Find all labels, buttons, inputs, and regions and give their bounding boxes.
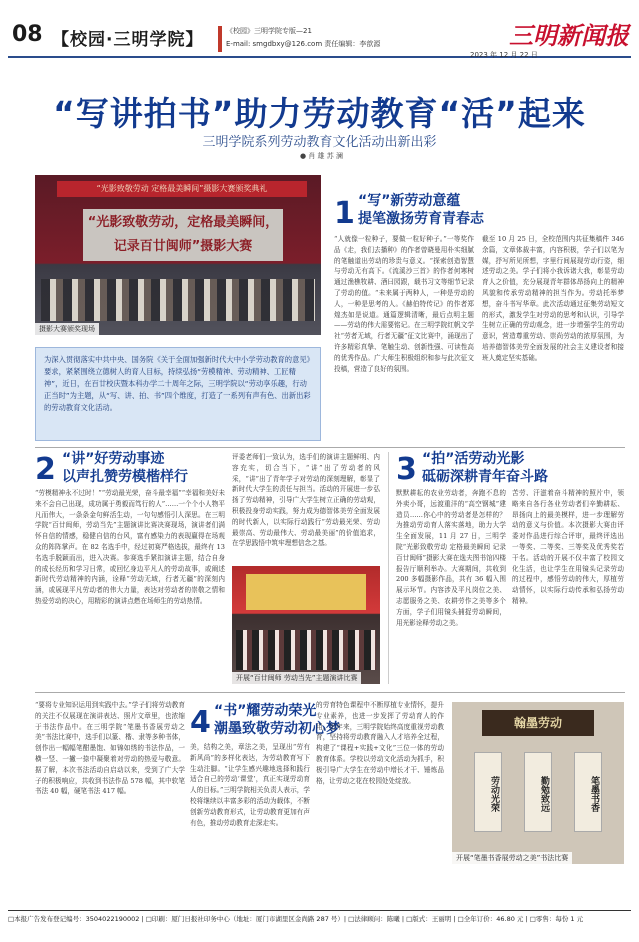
photo-speech-contest: [232, 566, 380, 684]
issue-date: 2023 年 12 月 22 日: [470, 51, 538, 59]
section3-title: [422, 450, 548, 486]
masthead-info-line1: 《校园》三明学院专版—21: [226, 27, 312, 35]
footer-info: □本报广告发布登记编号：3504022190002 | □印刷：厦门日报社印务中心（地址：厦门市湖里区金尚路 287 号）| □法律顾问：陈曦 | □版式：王丽明 | □全年订价：46.80 元 | □零售：每份 1 元: [8, 910, 631, 928]
section4-column-b: 美，结构之美，章法之美，呈现出“劳有新风尚”的多样化表达，为劳动教育写下生动注脚。“让学生感兴趣地选择和践行适合自己的劳动‘课堂’，真正实现劳动育人的目标。”三明学院相关负责人表示，学校将继续以丰富多彩的活动为载体，不断创新劳动教育形式，让劳动教育更加有声有色，推动劳动教育走深走实。: [190, 743, 310, 827]
section2-title-line2: 以声扎赞劳模楷样行: [62, 469, 188, 485]
page-number: 08: [12, 22, 43, 47]
newspaper-logo: 三明新闻报: [509, 22, 629, 50]
photo-screen-text: “光影致敬劳动，定格最美瞬间，记录百廿闽师”摄影大赛: [83, 209, 283, 261]
masthead-info: [226, 25, 380, 51]
photo-people-group: [41, 279, 315, 321]
section4-number: 4: [190, 705, 211, 740]
photo-caption: 开展“百廿闽师 劳动当先”主题演讲比赛: [232, 672, 361, 684]
section3-title-line1: “拍”活劳动光影: [422, 451, 525, 467]
section1-number: 1: [334, 196, 355, 231]
section3-column-a: 默默耕耘的农业劳动者，奔跑不息的外卖小哥，远渡重洋的“高空钢城”建造员……你心中的劳动者是怎样的？为推动劳动育人落实落地，助力大学生全面发展，11 月 27 日，三明学院“光影致敬劳动 定格最美瞬间 记录百廿闽师”摄影大赛在逸夫图书馆四楼报告厅顺利举办。大赛期间，共收到 200 多幅摄影作品，共有 36 幅入围展示环节。内容涉及平凡岗位之美、志愿服务之美、农耕劳作之美等多个方面，学子们用镜头捕捉劳动瞬间，用光影诠释劳动之美。: [396, 489, 506, 627]
section2-column-a: “劳模精神永不过时！”“劳动最光荣，奋斗最幸福”“幸福和美好未来不会自己出现，成功属于勇毅而笃行的人”……一个个小人物平凡而伟大，一条条金句鲜活生动，一句句感悟引人深思。在三明学院“百廿闽师，劳动当先”主题演讲比赛决赛现场，演讲者们满怀自信的情感，稳健自信的台风，富有感染力的表现赢得在场观众的阵阵掌声。在 82 名选手中，经过初赛严格选拔，最终有 13 名选手脱颖而出，进入决赛。参赛选手紧扣演讲主题，结合自身的成长经历和学习日常，或回忆身边平凡人的劳动故事，或阐述新时代劳动精神的内涵，诠释“劳动无域，行者无疆”的深刻内涵，或展现平凡劳动者的伟大力量，表达对劳动者的崇敬之情和热爱劳动的决心，用精彩的演讲点燃在场师生的劳动热情。: [35, 489, 225, 605]
masthead-divider: [218, 26, 222, 52]
main-headline: “写讲拍书”助力劳动教育“活”起来: [53, 94, 586, 133]
photo-stage: [246, 574, 366, 610]
section3-title-line2: 砥砺深耕青年奋斗路: [422, 469, 548, 485]
section3-number: 3: [396, 452, 417, 487]
section3-column-b: 苦劳、汗滋着奋斗精神的照片中，领略来自各行各业劳动者们辛勤耕耘、昂扬向上的最美模样，进一步理解劳动的意义与价值。本次摄影大赛由评委对作品进行综合评审，最终评选出一等奖、二等奖、三等奖及优秀奖若干名。活动的开展不仅丰富了校园文化生活，也让学生在用镜头记录劳动的过程中，感悟劳动的伟大，厚植劳动情怀，以实际行动传承和弘扬劳动精神。: [512, 489, 624, 605]
photo-caption: 摄影大赛颁奖现场: [35, 323, 99, 335]
section4-column-c: 的劳育特色课程中不断厚植专业情怀，提升专业素养，也进一步发挥了劳动育人的作用。近年来，三明学院始终高度重视劳动教育，坚持将劳动教育融入人才培养全过程，构建了“课程+实践+文化”三位一体的劳动教育体系。学校以劳动文化活动为抓手，积极引导广大学生在劳动中增长才干、锤炼品格，让劳动之花在校园处处绽放。: [316, 701, 444, 785]
section2-number: 2: [35, 452, 56, 487]
photo-award-ceremony: [35, 175, 321, 335]
section1-column-b: 截至 10 月 25 日，全校范围内共征集稿件 346 余篇，文章体裁丰富，内容积极，学子们以笔为媒，抒写所见所想，字里行间展现劳动行姿，细述劳动之美。学子们将小我诉诸大我，彰显劳动育人之价值，充分展现青年群体昂扬向上的精神风貌和传承劳动精神的担当作为。劳动托举梦想，奋斗书写华章。此次活动通过征集劳动短文的形式，激发学生对劳动的思考和认识，引导学生树立正确的劳动观念，进一步增强学生的劳动意识，营造尊重劳动、崇尚劳动的浓厚氛围，为培养德智体美劳全面发展的社会主义建设者和接班人奠定坚实基础。: [482, 235, 624, 362]
divider: [35, 447, 625, 448]
divider: [35, 692, 625, 693]
section2-title-line1: “讲”好劳动事迹: [62, 451, 165, 467]
column-title: 【校园·三明学院】: [52, 30, 204, 50]
divider: [388, 452, 389, 684]
section2-column-b: 评委老师们一致认为，选手们的演讲主题鲜明、内容充实，切合当下，“讲”出了劳动者的风采，“讲”出了青年学子对劳动的深刻理解，彰显了新时代大学生的责任与担当。活动的开展进一步弘扬了劳动精神，引导广大学生树立正确的劳动观，积极投身劳动实践，努力成为德智体美劳全面发展的时代新人，以实际行动践行“劳动最光荣、劳动最崇高、劳动最伟大、劳动最美丽”的价值追求，在学思践悟中筑牢理想信念之基。: [232, 453, 380, 548]
photo-banner-text: “光影致敬劳动 定格最美瞬间”摄影大赛颁奖典礼: [57, 181, 307, 197]
subheadline: 三明学院系列劳动教育文化活动出新出彩: [202, 135, 437, 150]
masthead: [8, 14, 631, 58]
section4-column-a: “要将专业知识运用到实践中去。”学子们将劳动教育的关注不仅展现在演讲表达、照片文章里，也浓缩于书法作品中。在三明学院“笔墨书香展劳动之美”书法比赛中，选手们以篆、楷、隶等多种书体，创作出一幅幅笔酣墨饱、如锦如绣的书法作品，一横一竖、一撇一捺中凝聚着对劳动的热爱与敬意。据了解，本次书法活动自启动以来，受到了广大学子的积极响应，共收到书法作品 578 幅，其中软笔书法 40 幅，硬笔书法 417 幅。: [35, 701, 185, 796]
photo-sign: 翰墨劳动: [482, 710, 594, 736]
intro-box: 为深入贯彻落实中共中央、国务院《关于全面加强新时代大中小学劳动教育的意见》要求，紧紧围绕立德树人的育人目标，持续弘扬“劳模精神、劳动精神、工匠精神”，近日，在百廿校庆暨本科办学二十周年之际，三明学院以“劳动享乐趣，行动正当时”为主题，从“写、讲、拍、书”四个维度，打造了一系列有声有色、出新出彩的劳动教育文化活动。: [35, 347, 321, 441]
photo-caption: 开展“笔墨书香展劳动之美”书法比赛: [452, 852, 572, 864]
photo-calligraphy-contest: [452, 702, 624, 864]
section1-title-line1: “写”新劳动意蕴: [358, 193, 461, 209]
section1-title: [358, 192, 484, 228]
section1-title-line2: 提笔激扬劳育青春志: [358, 211, 484, 227]
section4-title-line1: “书”耀劳动荣光: [214, 703, 317, 719]
calligraphy-scroll: 笔墨书香: [574, 752, 602, 832]
byline: ● 肖 雄 苏 澜: [300, 152, 344, 160]
section2-title: [62, 450, 188, 486]
calligraphy-scroll: 劳动光荣: [474, 752, 502, 832]
calligraphy-scroll: 勤勉致远: [524, 752, 552, 832]
photo-crowd: [236, 630, 376, 670]
section4-title-line2: 潮墨致敬劳动初心梦: [214, 721, 340, 737]
section1-column-a: “人就像一粒种子，要做一粒好种子。”一等奖作品《走，我们去播种》的作者曾晓曼用朴实细腻的笔触道出劳动的珍贵与意义。“探索创造智慧与劳动无有高下。《流溪沙三首》的作者何寒树通过渔樵牧耕、酒曰园跟，载书习文等细节记录了劳动的值。“未来属于两种人，一种是劳动的人，一种是思考的人。《赫伯特传记》的作者郑煌杰如是说道。通篇逻辑清晰，最后点明主题——劳动的伟大需要铭记。在三明学院红帆文学社“劳者无域，行者无疆”征文比赛中，涌现出了许多精彩真挚、笔触生动、创新性强、可读性高的优秀作品。广大师生积极组织和参与此次征文投稿，营造了良好的氛围。: [334, 235, 474, 373]
masthead-info-line2: E-mail: smgdbxy@126.com 责任编辑：李歆源: [226, 40, 381, 48]
